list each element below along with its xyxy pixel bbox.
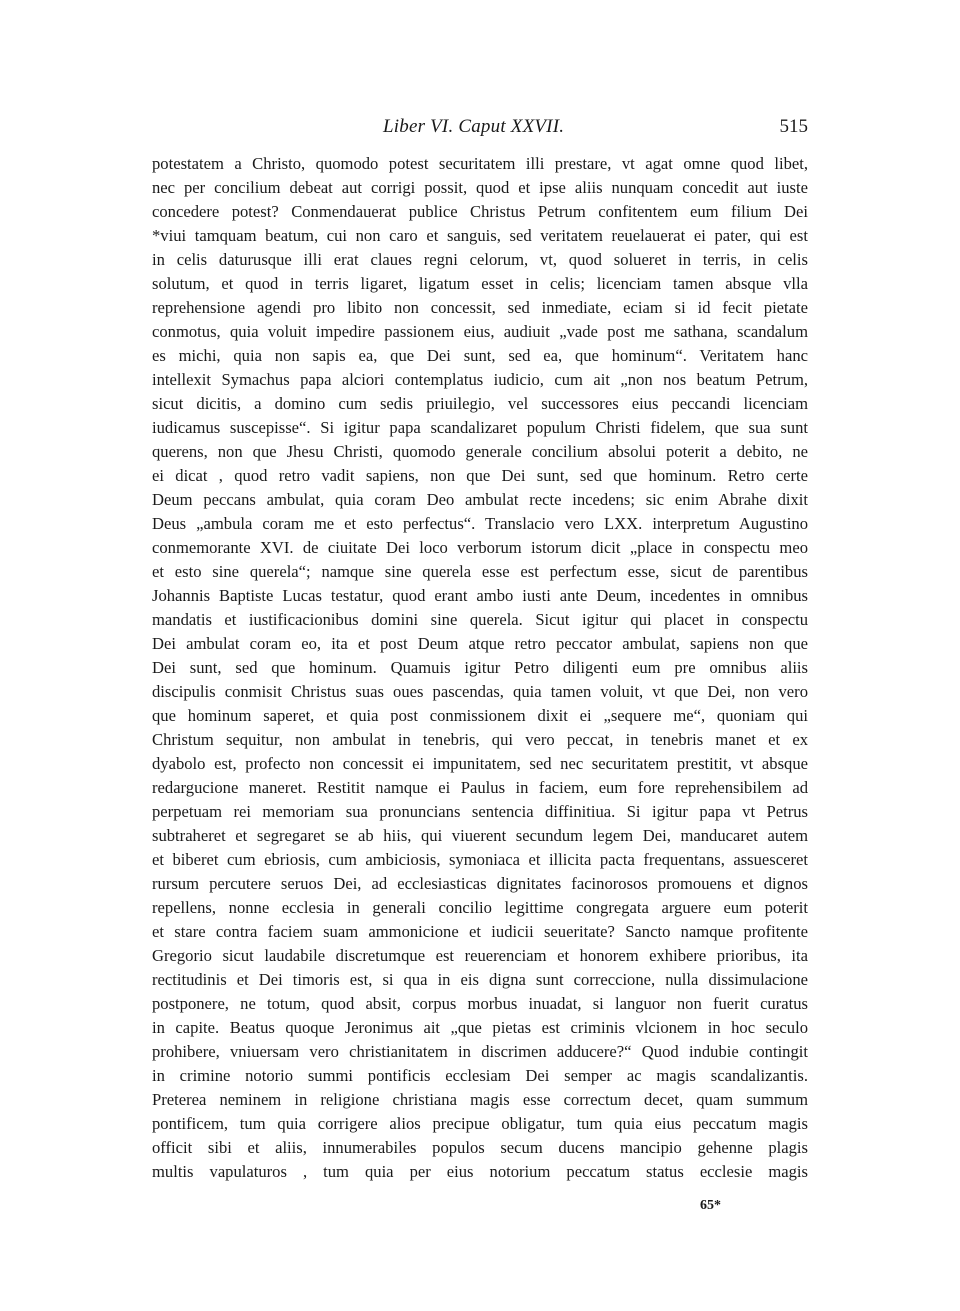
text-line: in capite. Beatus quoque Jeronimus ait „que pietas est criminis vlcionem in hoc seculo: [152, 1018, 808, 1037]
text-line: Gregorio sicut laudabile discretumque est reuerenciam et honorem exhibere prioribus, ita: [152, 946, 808, 965]
text-line: mandatis et iustificacionibus domini sine querela. Sicut igitur qui placet in conspectu: [152, 610, 808, 629]
text-line: es michi, quia non sapis ea, que Dei sunt, sed ea, que hominum“. Veritatem hanc: [152, 346, 808, 365]
text-line: sicut dicitis, a domino cum sedis priuilegio, vel successores eius peccandi licenciam: [152, 394, 808, 413]
text-line: nec per concilium debeat aut corrigi possit, quod et ipse aliis nunquam concedit aut iuste: [152, 178, 808, 197]
text-line: querens, non que Jhesu Christi, quomodo generale concilium absolui poterit a debito, ne: [152, 442, 808, 461]
text-line: Deum peccans ambulat, quia coram Deo ambulat recte incedens; sic enim Abrahe dixit: [152, 490, 808, 509]
text-line: que hominum saperet, et quia post conmissionem dixit ei „sequere me“, quoniam qui: [152, 706, 808, 725]
signature-mark: 65*: [700, 1198, 721, 1213]
text-line: subtraheret et segregaret se ab hiis, qui viuerent secundum legem Dei, manducaret autem: [152, 826, 808, 845]
page-number: 515: [779, 116, 808, 137]
text-line: potestatem a Christo, quomodo potest securitatem illi prestare, vt agat omne quod libet,: [152, 154, 808, 173]
text-line: in crimine notorio summi pontificis ecclesiam Dei semper ac magis scandalizantis.: [152, 1066, 808, 1085]
text-line: concedere potest? Conmendauerat publice Christus Petrum confitentem eum filium Dei: [152, 202, 808, 221]
text-line: prohibere, vniuersam vero christianitatem in discrimen adducere?“ Quod indubie contingit: [152, 1042, 808, 1061]
text-line: conmemorante XVI. de ciuitate Dei loco verborum istorum dicit „place in conspectu meo: [152, 538, 808, 557]
text-line: et stare contra faciem suam ammonicione et iudicii seueritate? Sancto namque profitente: [152, 922, 808, 941]
text-line: ei dicat , quod retro vadit sapiens, non que Dei sunt, sed que hominum. Retro certe: [152, 466, 808, 485]
text-line: iudicamus suscepisse“. Si igitur papa scandalizaret populum Christi fidelem, que sua sunt: [152, 418, 808, 437]
text-line: *viui tamquam beatum, cui non caro et sanguis, sed veritatem reuelauerat ei pater, qui est: [152, 226, 808, 245]
text-line: rursum percutere seruos Dei, ad ecclesiasticas dignitates facinorosos promouens et dignos: [152, 874, 808, 893]
text-line: redargucione maneret. Restitit namque ei Paulus in faciem, eum fore reprehensibilem ad: [152, 778, 808, 797]
text-line: intellexit Symachus papa alciori contemplatus iudicio, cum ait „non nos beatum Petrum,: [152, 370, 808, 389]
text-line: et biberet cum ebriosis, cum ambiciosis, symoniaca et illicita pacta frequentans, assuesceret: [152, 850, 808, 869]
text-line: conmotus, quia voluit impedire passionem eius, audiuit „vade post me sathana, scandalum: [152, 322, 808, 341]
text-line: reprehensione agendi pro libito non concessit, sed inmediate, eciam si id fecit pietate: [152, 298, 808, 317]
main-text-block: [152, 152, 808, 1184]
text-line: Christum sequitur, non ambulat in tenebris, qui vero peccat, in tenebris manet et ex: [152, 730, 808, 749]
text-line: solutum, et quod in terris ligaret, ligatum esset in celis; licenciam tamen absque vlla: [152, 274, 808, 293]
text-line: rectitudinis et Dei timoris est, si qua in eis digna sunt correccione, nulla dissimulacione: [152, 970, 808, 989]
text-line: Dei ambulat coram eo, ita et post Deum atque retro peccator ambulat, sapiens non que: [152, 634, 808, 653]
text-line: Johannis Baptiste Lucas testatur, quod erant ambo iusti ante Deum, incedentes in omnibus: [152, 586, 808, 605]
text-line: repellens, nonne ecclesia in generali concilio legittime congregata arguere eum poterit: [152, 898, 808, 917]
text-line: postponere, ne totum, quod absit, corpus morbus inuadat, si languor non fuerit curatus: [152, 994, 808, 1013]
text-line: officit sibi et aliis, innumerabiles populos secum ducens mancipio gehenne plagis: [152, 1138, 808, 1157]
text-line: Dei sunt, sed que hominum. Quamuis igitur Petro diligenti eum pre omnibus aliis: [152, 658, 808, 677]
text-line: dyabolo est, profecto non concessit ei impunitatem, sed nec securitatem prestitit, vt absque: [152, 754, 808, 773]
text-line: discipulis conmisit Christus suas oues pascendas, quia tamen voluit, vt que Dei, non vero: [152, 682, 808, 701]
text-line: Preterea neminem in religione christiana magis esse correctum decet, quam summum: [152, 1090, 808, 1109]
running-header-title: Liber VI. Caput XXVII.: [383, 116, 565, 137]
text-line: in celis daturusque illi erat claues regni celorum, vt, quod solueret in terris, in celis: [152, 250, 808, 269]
text-line: pontificem, tum quia corrigere alios precipue obligatur, tum quia eius peccatum magis: [152, 1114, 808, 1133]
text-line: multis vapulaturos , tum quia per eius notorium peccatum status ecclesie magis: [152, 1162, 808, 1181]
text-line: perpetuam rei memoriam sua pronuncians sentencia diffinitiua. Si igitur papa vt Petrus: [152, 802, 808, 821]
text-line: et esto sine querela“; namque sine querela esse est perfectum esse, sicut de parentibus: [152, 562, 808, 581]
text-line: Deus „ambula coram me et esto perfectus“. Translacio vero LXX. interpretum Augustino: [152, 514, 808, 533]
